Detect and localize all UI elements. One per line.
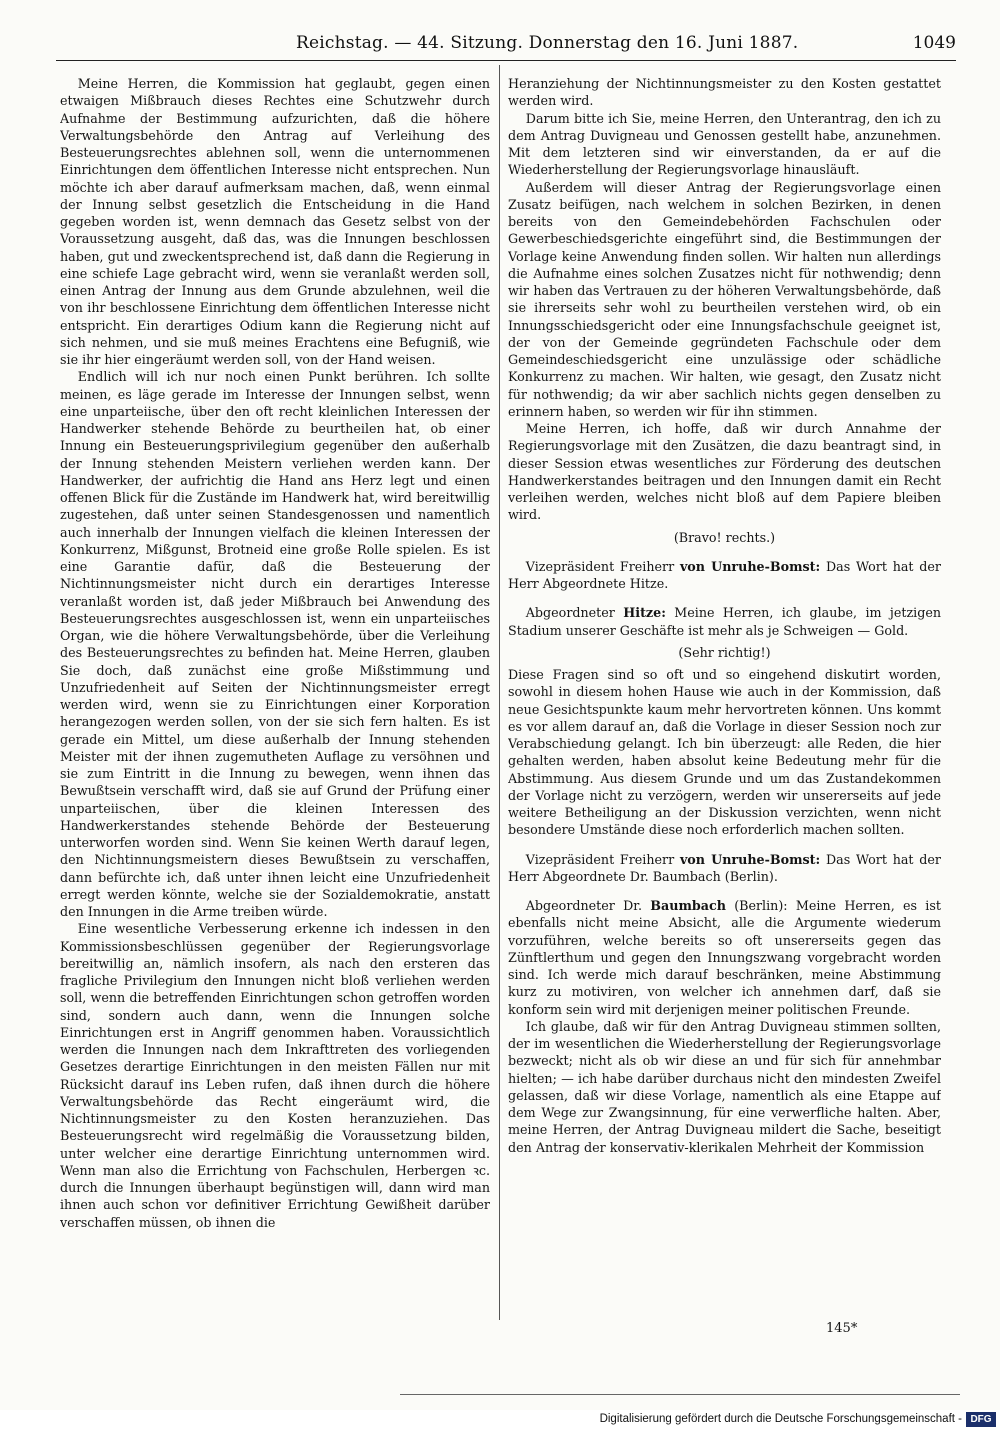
paragraph: Darum bitte ich Sie, meine Herren, den Unterantrag, den ich zu dem Antrag Duvigneau und Genossen gestellt habe, anzunehmen. Mit dem letzteren sind wir einverstanden, da er auf die Wiederherstellung der Regierungsvorlage hinausläuft. — [508, 110, 941, 178]
paragraph: Außerdem will dieser Antrag der Regierungsvorlage einen Zusatz beifügen, nach welchem in solchen Bezirken, in denen bereits von den Gemeindebehörden Fachschulen oder Gewerbeschiedsgerichte eingeführt sind, die Bestimmungen der Vorlage keine Anwendung finden sollen. Wir halten nun allerdings die Aufnahme eines solchen Zusatzes nicht für nothwendig; denn wir haben das Vertrauen zu der höheren Verwaltungsbehörde, daß sie ihrerseits sehr wohl zu beurtheilen verstehen wird, ob ein Innungsschiedsgericht oder eine Innungsfachschule geeignet ist, der von der Gemeinde gegründeten Fachschule oder dem Gemeindeschiedsgericht eine unzulässige oder schädliche Konkurrenz zu machen. Wir halten, wie gesagt, den Zusatz nicht für nothwendig; da wir aber sachlich nichts gegen denselben zu erinnern haben, so werden wir für ihn stimmen. — [508, 179, 941, 419]
speaker-name: Hitze: — [623, 605, 666, 621]
footer-credit: Digitalisierung gefördert durch die Deutsche Forschungsgemeinschaft - — [599, 1413, 962, 1425]
speech-text: Das Wort hat der Herr Abgeordnete Hitze. — [508, 558, 941, 591]
speaker-role: Abgeordneter — [525, 605, 624, 621]
running-title: Reichstag. — 44. Sitzung. Donnerstag den 16. Juni 1887. — [296, 33, 799, 53]
speech-text: Meine Herren, ich glaube, im jetzigen Stadium unserer Geschäfte ist mehr als je Schweigen — Gold. — [508, 605, 941, 638]
speaker-name: von Unruhe-Bomst: — [679, 558, 821, 574]
left-column — [60, 75, 490, 1315]
speaker-baumbach — [508, 897, 941, 1018]
paragraph: Heranziehung der Nichtinnungsmeister zu den Kosten gestattet werden wird. — [508, 76, 941, 109]
column-separator — [499, 65, 500, 1320]
interjection-bravo: (Bravo! rechts.) — [673, 529, 776, 545]
bottom-rule — [400, 1394, 960, 1395]
dfg-logo: DFG — [966, 1412, 996, 1427]
speaker-role: Abgeordneter Dr. — [525, 898, 651, 913]
speaker-name: von Unruhe-Bomst: — [679, 851, 821, 867]
paragraph: Meine Herren, ich hoffe, daß wir durch Annahme der Regierungsvorlage mit den Zusätzen, die dazu beantragt sind, in dieser Session etwas wesentliches zur Förderung des deutschen Handwerkerstandes beitragen und den Innungen damit ein Recht verleihen werden, welches nicht bloß auf dem Papiere bleiben wird. — [508, 421, 941, 523]
paragraph: Meine Herren, die Kommission hat geglaubt, gegen einen etwaigen Mißbrauch dieses Rechtes eine Schutzwehr durch Aufnahme der Bestimmung aufzurichten, daß die höhere Verwaltungsbehörde den Antrag auf Verleihung des Besteuerungsrechtes ablehnen soll, wenn die unternommenen Einrichtungen dem öffentlichen Interesse nicht entsprechen. Nun möchte ich aber darauf aufmerksam machen, daß, wenn einmal der Innung selbst gesetzlich die Entscheidung in die Hand gegeben worden ist, wenn demnach das Gesetz selbst von der Voraussetzung ausgeht, daß das, was die Innungen beschlossen haben, gut und zweckentsprechend ist, daß dann die Regierung in eine schiefe Lage gebracht wird, wenn sie veranlaßt werden soll, einen Antrag der Innung aus dem Grunde abzulehnen, weil die von ihr beschlossene Einrichtung dem öffentlichen Interesse nicht entspricht. Ein derartiges Odium kann die Regierung nicht auf sich nehmen, und sie muß meines Erachtens eine Befugniß, wie sie ihr hier eingeräumt werden soll, von der Hand weisen. — [60, 76, 490, 367]
paragraph: Diese Fragen sind so oft und so eingehend diskutirt worden, sowohl in diesem hohen Hause wie auch in der Kommission, daß neue Gesichtspunkte kaum mehr hervortreten können. Uns kommt es vor allem darauf an, daß die Vorlage in dieser Session noch zur Verabschiedung gelangt. Ich bin überzeugt: alle Reden, die hier gehalten werden, haben absolut keine Bedeutung mehr für die Abstimmung. Aus diesem Grunde und um das Zustandekommen der Vorlage nicht zu verzögern, werden wir unsererseits auf jede weitere Betheiligung an der Diskussion verzichten, wenn nicht besondere Umstände diese noch erforderlich machen sollten. — [508, 667, 941, 838]
speech-text: (Berlin): Meine Herren, es ist ebenfalls nicht meine Absicht, alle die Argumente wiederum vorzuführen, welche bereits so oft unsererseits gegen das Zünftlerthum und gegen den Innungszwang vorgebracht worden sind. Ich werde mich darauf beschränken, meine Abstimmung kurz zu motiviren, von welcher ich annehmen darf, daß sie konform sein wird mit derjenigen meiner politischen Freunde. — [508, 898, 941, 1017]
right-column — [508, 75, 941, 1315]
paragraph: Ich glaube, daß wir für den Antrag Duvigneau stimmen sollten, der im wesentlichen die Wiederherstellung der Regierungsvorlage bezweckt; nicht als ob wir diese an und für sich für annehmbar hielten; — ich habe darüber durchaus nicht den mindesten Zweifel gelassen, daß wir diese Vorlage, namentlich als eine Etappe auf dem Wege zur Zwangsinnung, für eine verwerfliche halten. Aber, meine Herren, der Antrag Duvigneau mildert die Sache, beseitigt den Antrag der konservativ-klerikalen Mehrheit der Kommission — [508, 1018, 941, 1155]
speaker-hitze — [508, 604, 941, 639]
speaker-role: Vizepräsident Freiherr — [525, 851, 680, 867]
speaker-name: Baumbach — [650, 898, 726, 913]
speaker-vizepraesident-1 — [508, 558, 941, 593]
speaker-role: Vizepräsident Freiherr — [525, 558, 680, 574]
digitization-footer — [0, 1410, 1000, 1432]
header-rule — [56, 60, 956, 61]
paragraph: Endlich will ich nur noch einen Punkt berühren. Ich sollte meinen, es läge gerade im Interesse der Innungen selbst, wenn eine unparteiische, über den oft recht kleinlichen Interessen der Handwerker stehende Behörde zu beurtheilen hat, ob einer Innung ein Besteuerungsprivilegium gegenüber den außerhalb der Innung stehenden Meistern verliehen werden kann. Der Handwerker, der aufrichtig die Hand ans Herz legt und einen offenen Blick für die Zustände im Handwerk hat, wird bereitwillig zugestehen, daß unter seinen Standesgenossen und namentlich auch innerhalb der Innungen vielfach die kleinen Interessen der Konkurrenz, Mißgunst, Brotneid eine große Rolle spielen. Es ist eine Garantie dafür, daß die Besteuerung der Nichtinnungsmeister nicht durch ein derartiges Interesse veranlaßt worden ist, daß jeder Mißbrauch bei Anwendung des Besteuerungsrechtes ausgeschlossen ist, wenn ein unparteiisches Organ, wie die höhere Verwaltungsbehörde, über die Verleihung des Besteuerungsrechtes zu befinden hat. Meine Herren, glauben Sie doch, daß zunächst eine große Mißstimmung und Unzufriedenheit auf Seiten der Nichtinnungsmeister erregt werden wird, wenn sie zu Einrichtungen einer Korporation herangezogen werden sollen, von der sie sich fern halten. Es ist gerade ein Mittel, um diese außerhalb der Innung stehenden Meister mit der ihnen zugemutheten Auflage zu versöhnen und sie zum Eintritt in die Innung zu bewegen, wenn ihnen das Bewußtsein verschafft wird, daß sie auf Grund der Prüfung einer unparteiischen, über die kleinen Interessen des Handwerkerstandes stehende Behörde der Besteuerung unterworfen worden sind. Wenn Sie keinen Werth darauf legen, den Nichtinnungsmeistern dieses Bewußtsein zu verschaffen, dann befürchte ich, daß unter ihnen leicht eine Unzufriedenheit erregt werden könnte, welche sie der Sozialdemokratie, anstatt den Innungen in die Arme treiben würde. — [60, 369, 490, 919]
paragraph: Eine wesentliche Verbesserung erkenne ich indessen in den Kommissionsbeschlüssen gegenüber der Regierungsvorlage bereitwillig an, nämlich insofern, als nach den ersteren das fragliche Privilegium den Innungen nicht bloß verliehen werden soll, wenn die betreffenden Einrichtungen schon getroffen worden sind, sondern auch dann, wenn die Innungen solche Einrichtungen erst in Angriff genommen haben. Voraussichtlich werden die Innungen nach dem Inkrafttreten des vorliegenden Gesetzes derartige Einrichtungen in den meisten Fällen nur mit Rücksicht darauf ins Leben rufen, daß ihnen durch die höhere Verwaltungsbehörde das Recht eingeräumt wird, die Nichtinnungsmeister zu den Kosten heranzuziehen. Das Besteuerungsrecht wird regelmäßig die Voraussetzung bilden, unter welcher eine derartige Einrichtung unternommen wird. Wenn man also die Errichtung von Fachschulen, Herbergen ꝛc. durch die Innungen überhaupt begünstigen will, dann wird man ihnen auch schon vor definitiver Errichtung Gewißheit darüber verschaffen müssen, ob ihnen die — [60, 921, 490, 1230]
speech-text: Das Wort hat der Herr Abgeordnete Dr. Baumbach (Berlin). — [508, 851, 941, 884]
page-header — [56, 33, 956, 55]
sheet-signature: 145* — [826, 1321, 858, 1336]
speaker-vizepraesident-2 — [508, 851, 941, 886]
page-number: 1049 — [912, 33, 956, 53]
interjection-sehr-richtig: (Sehr richtig!) — [678, 644, 771, 660]
